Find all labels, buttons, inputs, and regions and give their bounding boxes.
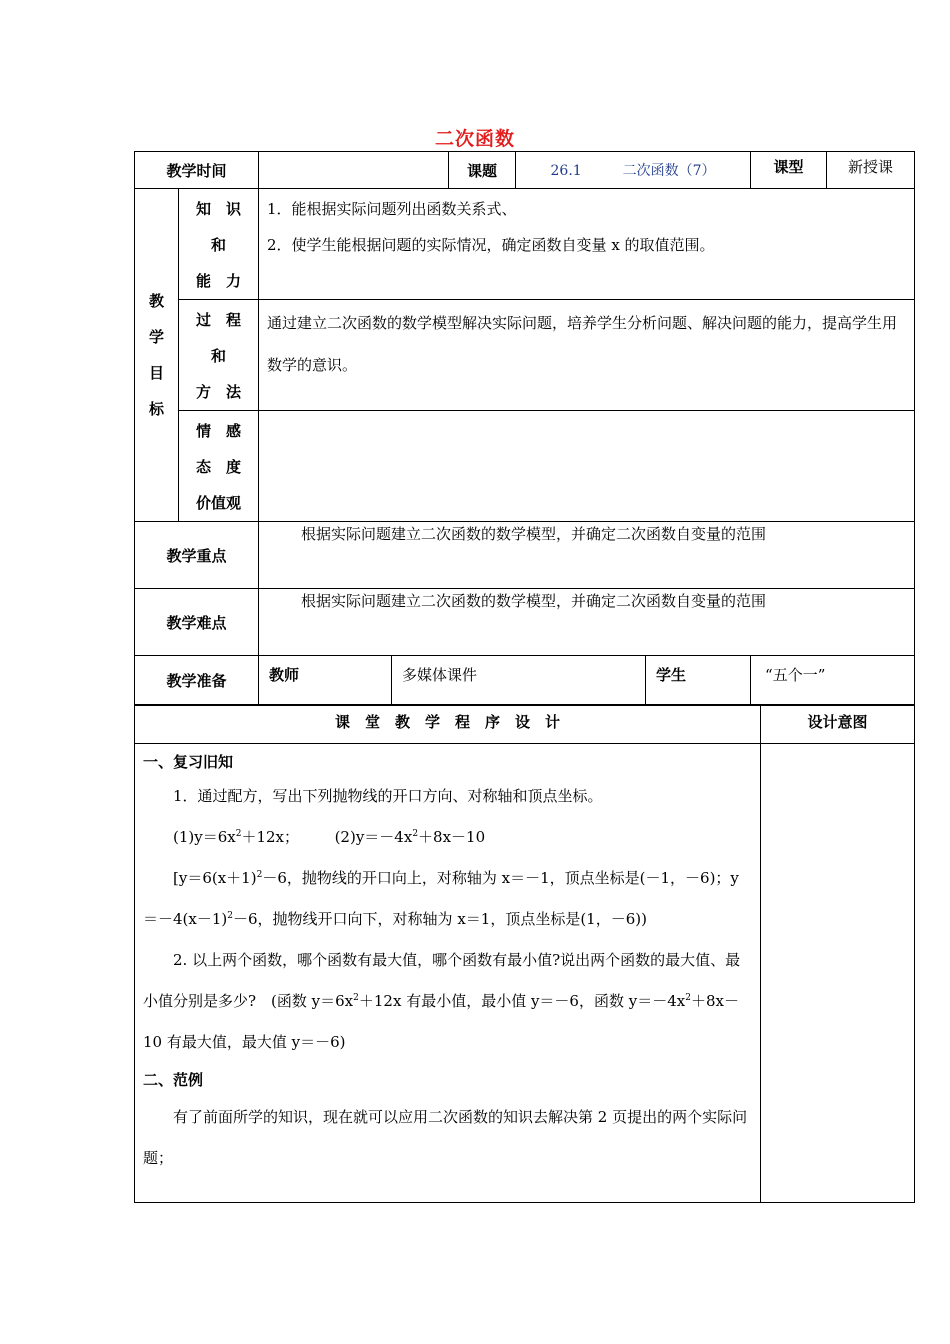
emotion-content	[259, 411, 915, 522]
procedure-table	[134, 705, 915, 1203]
section-review-title: 一、复习旧知	[143, 753, 234, 771]
question-2-part: 2. 以上两个函数，哪个函数有最大值，哪个函数有最小值?说出两个函数的最大值、最小值分别是多少? (函数 y＝6x	[143, 951, 741, 1010]
objectives-char: 学	[148, 328, 164, 346]
document-title: 二次函数	[434, 128, 515, 150]
design-intent-content	[761, 744, 915, 1203]
student-value: “五个一”	[751, 656, 915, 705]
exponent: 2	[412, 829, 419, 839]
knowledge-line: 1．能根据实际问题列出函数关系式、	[267, 200, 517, 218]
answer-part: －6，抛物线开口向下，对称轴为 x＝1，顶点坐标是(1，－6))	[233, 910, 647, 928]
review-answer-1	[143, 858, 752, 940]
teaching-time-label: 教学时间	[135, 152, 259, 189]
student-label: 学生	[646, 656, 751, 705]
exponent: 2	[235, 829, 242, 839]
procedure-header: 课 堂 教 学 程 序 设 计	[135, 706, 761, 744]
lesson-info-table	[134, 151, 915, 705]
review-question-1: 1．通过配方，写出下列抛物线的开口方向、对称轴和顶点坐标。	[173, 787, 603, 805]
exponent: 2	[685, 993, 691, 1003]
key-point-label: 教学重点	[135, 522, 259, 589]
lesson-type-value: 新授课	[827, 152, 915, 189]
review-equations	[143, 817, 752, 858]
process-label-line: 方 法	[196, 383, 242, 401]
example-intro: 有了前面所学的知识，现在就可以应用二次函数的知识去解决第 2 页提出的两个实际问题；	[143, 1108, 748, 1167]
difficult-point-text: 根据实际问题建立二次函数的数学模型，并确定二次函数自变量的范围	[259, 589, 915, 656]
equation-1-part: (1)y＝6x	[173, 828, 236, 846]
equation-1-part: ＋12x；	[241, 828, 300, 846]
process-label-line: 和	[211, 347, 227, 365]
process-label	[179, 300, 259, 411]
teacher-value: 多媒体课件	[392, 656, 646, 705]
lesson-type-label: 课型	[751, 152, 827, 189]
topic-name: 二次函数（7）	[622, 163, 716, 179]
question-2-part: ＋12x 有最小值，最小值 y＝－6，函数 y＝－4x	[358, 992, 686, 1010]
knowledge-content	[259, 189, 915, 300]
knowledge-label-line: 和	[211, 236, 227, 254]
equation-2-part: ＋8x－10	[418, 828, 486, 846]
review-question-2	[143, 940, 752, 1063]
teacher-label: 教师	[259, 656, 392, 705]
answer-part: [y＝6(x＋1)	[173, 869, 257, 887]
emotion-label-line: 态 度	[196, 458, 242, 476]
objectives-label	[135, 189, 179, 522]
objectives-char: 目	[148, 364, 164, 382]
knowledge-label-line: 能 力	[196, 272, 242, 290]
exponent: 2	[256, 870, 263, 880]
exponent: 2	[353, 993, 359, 1003]
process-content: 通过建立二次函数的数学模型解决实际问题，培养学生分析问题、解决问题的能力，提高学生用数学的意识。	[259, 300, 915, 411]
preparation-label: 教学准备	[135, 656, 259, 705]
question-2-part: ＋8x－10 有最大值，最大值 y＝－6)	[143, 992, 739, 1051]
section-example-title: 二、范例	[143, 1071, 204, 1089]
procedure-content	[135, 744, 761, 1203]
topic-label: 课题	[449, 152, 516, 189]
topic-number: 26.1	[550, 163, 582, 179]
key-point-text: 根据实际问题建立二次函数的数学模型，并确定二次函数自变量的范围	[259, 522, 915, 589]
knowledge-label	[179, 189, 259, 300]
emotion-label	[179, 411, 259, 522]
knowledge-label-line: 知 识	[196, 200, 242, 218]
design-intent-header: 设计意图	[761, 706, 915, 744]
emotion-label-line: 价值观	[196, 494, 242, 512]
emotion-label-line: 情 感	[196, 422, 242, 440]
knowledge-line: 2．使学生能根据问题的实际情况，确定函数自变量 x 的取值范围。	[267, 236, 715, 254]
equation-2-part: (2)y＝－4x	[334, 828, 413, 846]
topic-value	[516, 152, 751, 189]
objectives-char: 标	[148, 400, 164, 418]
difficult-point-label: 教学难点	[135, 589, 259, 656]
objectives-char: 教	[148, 292, 164, 310]
exponent: 2	[227, 911, 233, 921]
answer-part: －6，抛物线的开口向上，对称轴为 x＝－1，顶点坐标是(－1，－6)；y＝－4(x－1)	[143, 869, 739, 928]
teaching-time-value	[259, 152, 449, 189]
process-label-line: 过 程	[196, 311, 242, 329]
